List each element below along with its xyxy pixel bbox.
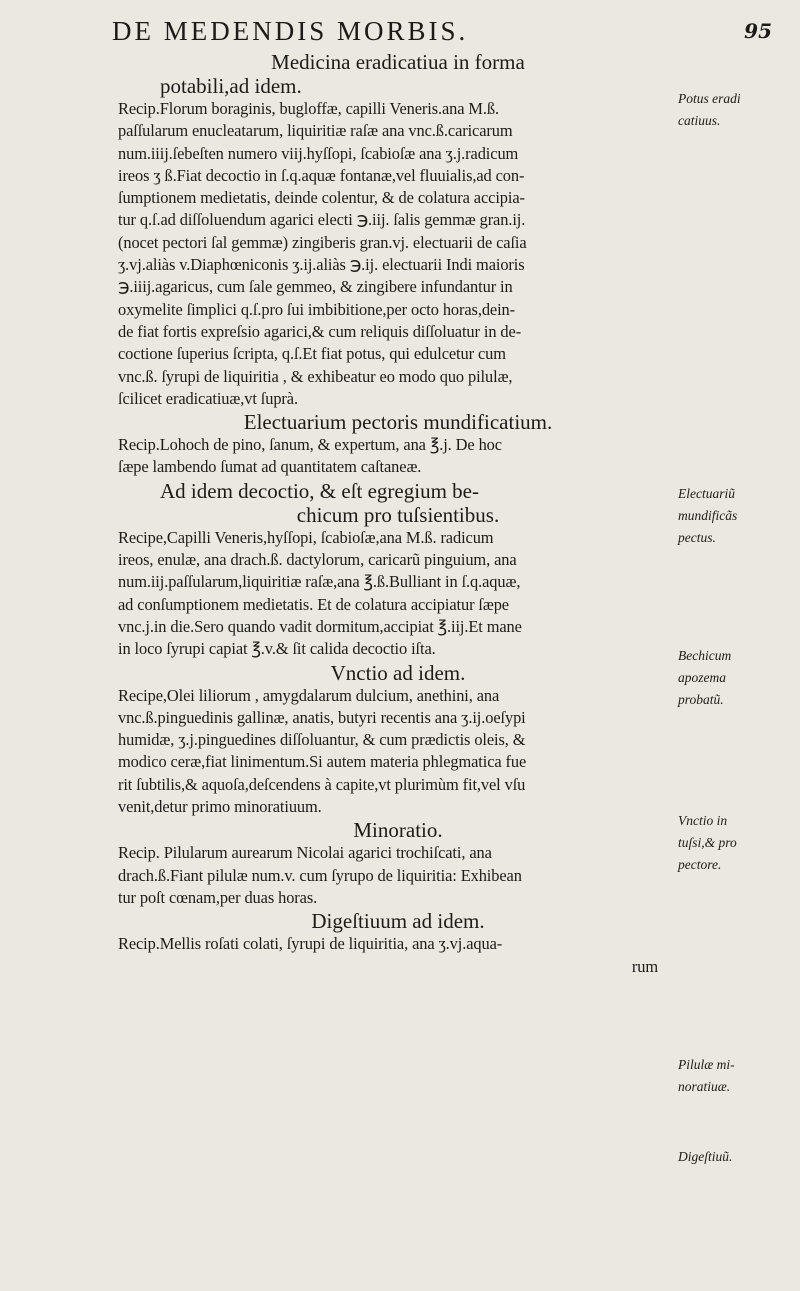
text-line: vnc.ß.pinguedinis gallinæ, anatis, butyri recentis ana ʒ.ij.oeſypi — [118, 707, 526, 727]
text-line: venit,detur primo minoratiuum. — [118, 797, 322, 817]
text-line: ireos ʒ ß.Fiat decoctio in ſ.q.aquæ fontanæ,vel fluuialis,ad con- — [118, 165, 525, 185]
text-line: ſumptionem medietatis, deinde colentur, & de colatura accipia- — [118, 188, 525, 208]
text-line: (nocet pectori ſal gemmæ) zingiberis gran.vj. electuarii de caſia — [118, 232, 527, 252]
margin-note — [678, 1146, 800, 1168]
running-title: DE MEDENDIS MORBIS. — [112, 16, 469, 46]
text-line: vnc.j.in die.Sero quando vadit dormitum,accipiat ℥.iij.Et mane — [118, 616, 522, 636]
margin-note-line: noratiuæ. — [678, 1079, 731, 1094]
text-line: Recip.Mellis roſati colati, ſyrupi de liquiritia, ana ʒ.vj.aqua- — [118, 934, 503, 954]
section-heading: chicum pro tuſsientibus. — [296, 502, 500, 527]
text-line: Recipe,Capilli Veneris,hyſſopi, ſcabioſæ,ana M.ß. radicum — [118, 527, 494, 547]
margin-note-line: catiuus. — [678, 113, 721, 128]
text-line: num.iij.paſſularum,liquiritiæ raſæ,ana ℥.ß.Bulliant in ſ.q.aquæ, — [118, 572, 521, 592]
main-text — [118, 50, 678, 978]
margin-note-line: tuſsi,& pro — [678, 835, 737, 850]
margin-note-line: Electuariũ — [678, 486, 735, 501]
text-line: ſæpe lambendo ſumat ad quantitatem caſtaneæ. — [118, 457, 422, 477]
text-line: coctione ſuperius ſcripta, q.ſ.Et fiat potus, qui edulcetur cum — [118, 344, 506, 364]
margin-note — [678, 88, 800, 132]
margin-note-line: Vnctio in — [678, 813, 728, 828]
text-line: ad conſumptionem medietatis. Et de colatura accipiatur ſæpe — [118, 594, 509, 614]
text-line: modico ceræ,fiat linimentum.Si autem materia phlegmatica fue — [118, 752, 527, 772]
margin-note-line: pectore. — [678, 857, 722, 872]
text-line: num.iiij.ſebeſten numero viij.hyſſopi, ſcabioſæ ana ʒ.j.radicum — [118, 143, 519, 163]
section-heading: Digeſtiuum ad idem. — [311, 909, 485, 934]
section-heading: potabili,ad idem. — [160, 74, 302, 98]
margin-note — [678, 483, 800, 549]
text-line: oxymelite ſimplici q.ſ.pro ſui imbibitione,per octo horas,dein- — [118, 299, 516, 319]
section-heading: Medicina eradicatiua in forma — [271, 50, 525, 74]
margin-note-line: Potus eradi — [678, 91, 741, 106]
page-number: 95 — [744, 19, 772, 43]
text-line: drach.ß.Fiant pilulæ num.v. cum ſyrupo de liquiritia: Exhibean — [118, 865, 522, 885]
text-line: paſſularum enucleatarum, liquiritiæ raſæ ana vnc.ß.caricarum — [118, 121, 513, 141]
margin-note-line: pectus. — [678, 530, 716, 545]
margin-note-line: Pilulæ mi- — [678, 1057, 735, 1072]
margin-note-line: Bechicum — [678, 648, 732, 663]
margin-note — [678, 645, 800, 711]
text-line: ireos, enulæ, ana drach.ß. dactylorum, caricarũ pinguium, ana — [118, 550, 517, 570]
text-line: Recip.Lohoch de pino, ſanum, & expertum, ana ℥.j. De hoc — [118, 435, 502, 455]
text-line: in loco ſyrupi capiat ℥.v.& ſit calida decoctio iſta. — [118, 639, 436, 659]
margin-note-line: apozema — [678, 670, 726, 685]
margin-note-line: Digeſtiuũ. — [678, 1149, 733, 1164]
section-heading: Vnctio ad idem. — [330, 660, 466, 685]
text-line: Recip. Pilularum aurearum Nicolai agarici trochiſcati, ana — [118, 843, 492, 863]
text-line: ℈.iiij.agaricus, cum ſale gemmeo, & zingibere infundantur in — [118, 277, 513, 297]
text-line: tur poſt cœnam,per duas horas. — [118, 887, 318, 907]
text-line: Recip.Florum boraginis, bugloffæ, capilli Veneris.ana M.ß. — [118, 99, 499, 118]
text-line: rit ſubtilis,& aquoſa,deſcendens à capite,vt plurimùm fit,vel vſu — [118, 774, 526, 794]
section-heading: Ad idem decoctio, & eſt egregium be- — [160, 478, 479, 503]
margin-note — [678, 810, 800, 876]
margin-note — [678, 1054, 800, 1098]
section-heading: Minoratio. — [353, 818, 443, 843]
text-line: ʒ.vj.aliàs v.Diaphœniconis ʒ.ij.aliàs ℈.ij. electuarii Indi maioris — [118, 255, 525, 275]
text-line: tur q.ſ.ad diſſoluendum agarici electi ℈.iij. ſalis gemmæ gran.ij. — [118, 210, 526, 230]
text-line: Recipe,Olei liliorum , amygdalarum dulcium, anethini, ana — [118, 685, 500, 705]
margin-notes — [678, 0, 798, 1291]
text-line: humidæ, ʒ.j.pinguedines diſſoluantur, & cum prædictis oleis, & — [118, 730, 526, 750]
margin-note-line: mundificãs — [678, 508, 738, 523]
text-line: de fiat fortis expreſsio agarici,& cum reliquis diſſoluatur in de- — [118, 321, 522, 341]
section-heading: Electuarium pectoris mundificatium. — [243, 410, 553, 435]
running-head — [112, 14, 772, 48]
margin-note-line: probatũ. — [678, 692, 724, 707]
text-line: vnc.ß. ſyrupi de liquiritia , & exhibeatur eo modo quo pilulæ, — [118, 366, 513, 386]
catchword: rum — [631, 956, 658, 976]
text-line: ſcilicet eradicatiuæ,vt ſuprà. — [118, 388, 298, 408]
